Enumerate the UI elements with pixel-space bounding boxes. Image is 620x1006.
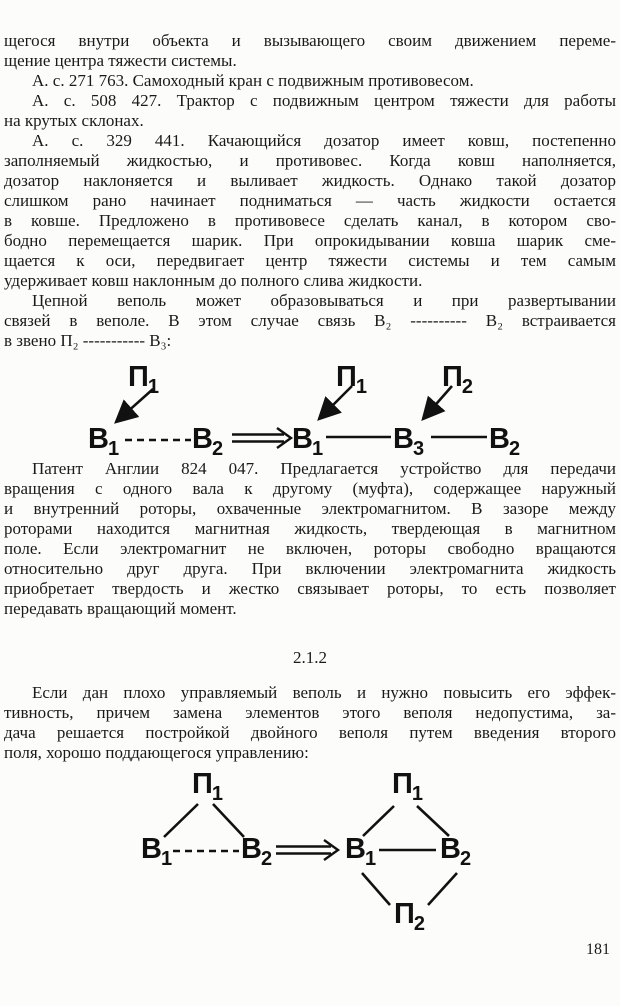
node-label-p1: П1 bbox=[128, 361, 159, 398]
text-line: щение центра тяжести системы. bbox=[4, 51, 237, 70]
text-line: щается к оси, передвигает центр тяжести системы и тем самым bbox=[4, 251, 616, 270]
vepol-diagram-double bbox=[0, 770, 620, 945]
paragraph bbox=[4, 683, 616, 763]
diagram-lines bbox=[0, 770, 620, 945]
text-line: щегося внутри объекта и вызывающего своим движением переме- bbox=[4, 31, 616, 50]
text-line: поля, хорошо поддающегося управлению: bbox=[4, 743, 309, 762]
node-label-p1: П1 bbox=[336, 361, 367, 398]
text-line: роторами находится магнитная жидкость, твердеющая в магнитном bbox=[4, 519, 616, 538]
text-line: Если дан плохо управляемый веполь и нужно повысить его эффек- bbox=[32, 683, 616, 702]
node-label-v1: В1 bbox=[292, 423, 324, 460]
node-label-v1: В1 bbox=[88, 423, 120, 460]
paragraph bbox=[4, 459, 616, 619]
node-label-v2: В2 bbox=[440, 833, 472, 870]
text-line: заполняемый жидкостью, и противовес. Когда ковш наполняется, bbox=[4, 151, 616, 170]
node-label-p1: П1 bbox=[192, 768, 223, 805]
node-label-v1: В1 bbox=[345, 833, 377, 870]
text-line: А. с. 329 441. Качающийся дозатор имеет ковш, постепенно bbox=[32, 131, 616, 150]
solid-link bbox=[363, 806, 394, 836]
paragraph bbox=[4, 91, 616, 131]
text-line: передавать вращающий момент. bbox=[4, 599, 237, 618]
text-line: приобретает твердость и жестко связывает роторы, то есть позволяет bbox=[4, 579, 616, 598]
paragraph bbox=[4, 291, 616, 351]
node-label-p2: П2 bbox=[394, 898, 425, 935]
text-line: дача решается постройкой двойного веполя путем введения второго bbox=[4, 723, 616, 742]
text-line: удерживает ковш наклонным до полного слива жидкости. bbox=[4, 271, 423, 290]
section-heading: 2.1.2 bbox=[293, 648, 327, 667]
double-arrow-icon bbox=[276, 840, 338, 860]
text-line: Цепной веполь может образовываться и при развертывании bbox=[32, 291, 616, 310]
solid-link bbox=[428, 873, 457, 905]
text-line: в звено П₂ ----------- В₃: bbox=[4, 331, 172, 350]
text-line: слишком рано начинает подниматься — часть жидкости остается bbox=[4, 191, 616, 210]
node-label-v2: В2 bbox=[192, 423, 224, 460]
text-line: Патент Англии 824 047. Предлагается устройство для передачи bbox=[32, 459, 616, 478]
node-label-p1: П1 bbox=[392, 768, 423, 805]
text-line: относительно друг друга. При включении электромагнита жидкость bbox=[4, 559, 616, 578]
text-line: вращения с одного вала к другому (муфта), содержащее наружный bbox=[4, 479, 616, 498]
node-label-p2: П2 bbox=[442, 361, 473, 398]
solid-link bbox=[362, 873, 390, 905]
text-line: дозатор наклоняется и выливает жидкость. Однако такой дозатор bbox=[4, 171, 616, 190]
page-number: 181 bbox=[586, 941, 610, 958]
text-line: в ковше. Предложено в противовесе сделать канал, в котором сво- bbox=[4, 211, 616, 230]
paragraph bbox=[4, 31, 616, 71]
text-line: на крутых склонах. bbox=[4, 111, 144, 130]
text-line: бодно перемещается шарик. При опрокидывании ковша шарик сме- bbox=[4, 231, 616, 250]
solid-link bbox=[213, 804, 244, 837]
node-label-v1: В1 bbox=[141, 833, 173, 870]
text-line: связей в веполе. В этом случае связь В₂ ---------- В₂ встраивается bbox=[4, 311, 616, 330]
solid-link bbox=[164, 804, 198, 837]
node-label-v3: В3 bbox=[393, 423, 425, 460]
text-line: тивность, причем замена элементов этого веполя недопустима, за- bbox=[4, 703, 616, 722]
text-line: поле. Если электромагнит не включен, роторы свободно вращаются bbox=[4, 539, 616, 558]
vepol-diagram-chain bbox=[0, 363, 620, 463]
text-line: и внутренний роторы, охваченные электромагнитом. В зазоре между bbox=[4, 499, 616, 518]
paragraph bbox=[4, 71, 616, 91]
text-line: А. с. 508 427. Трактор с подвижным центром тяжести для работы bbox=[32, 91, 616, 110]
solid-link bbox=[417, 806, 449, 836]
paragraph bbox=[4, 131, 616, 291]
node-label-v2: В2 bbox=[241, 833, 273, 870]
double-arrow-icon bbox=[232, 428, 291, 448]
text-line: А. с. 271 763. Самоходный кран с подвижным противовесом. bbox=[32, 71, 474, 90]
node-label-v2: В2 bbox=[489, 423, 521, 460]
